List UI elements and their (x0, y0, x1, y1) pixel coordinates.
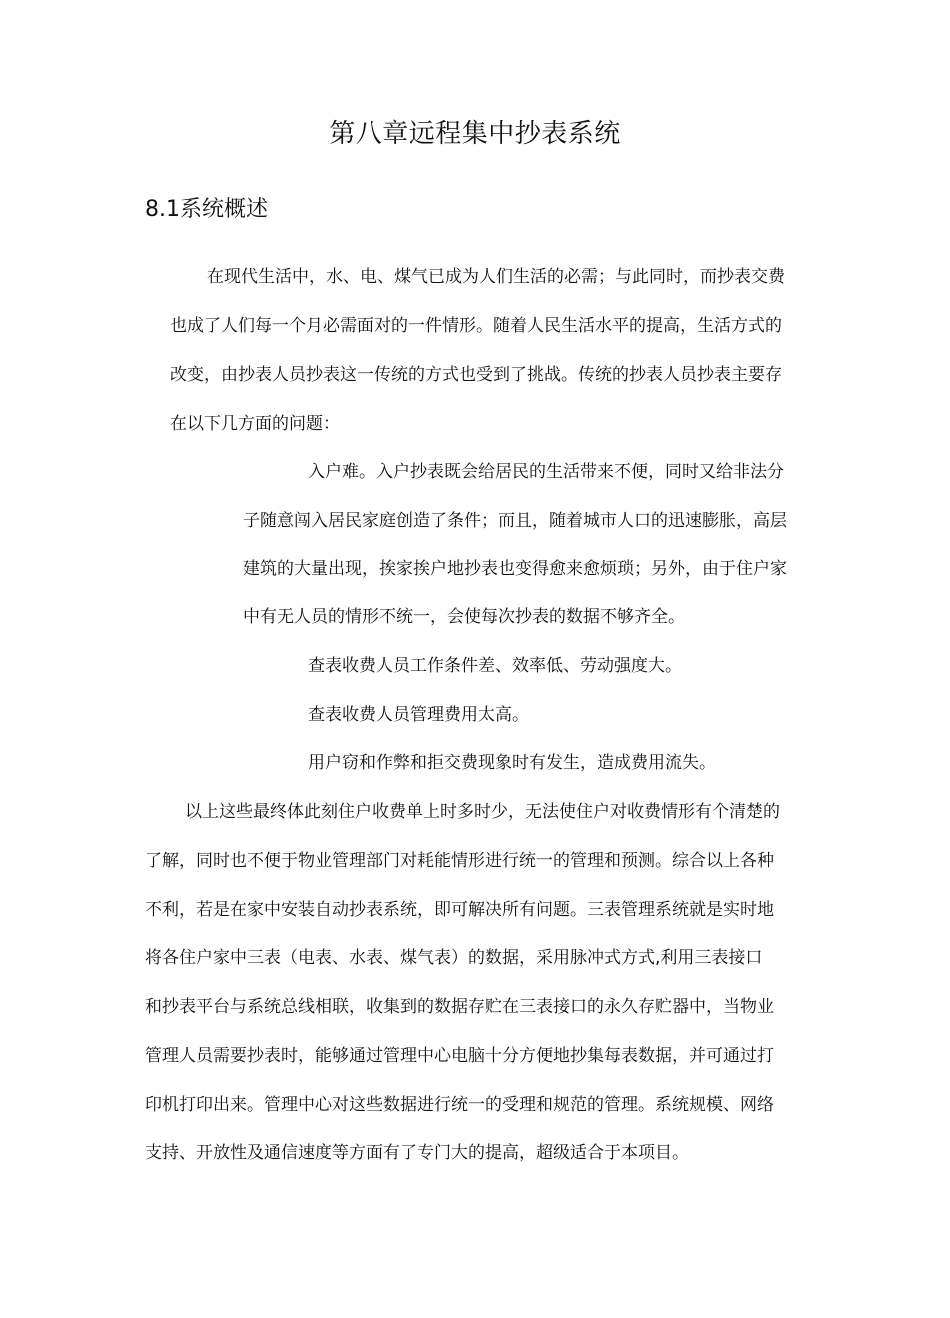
paragraph2-line: 支持、开放性及通信速度等方面有了专门大的提高，超级适合于本项目。 (145, 1143, 689, 1163)
paragraph2-line: 和抄表平台与系统总线相联，收集到的数据存贮在三表接口的永久存贮器中，当物业 (145, 997, 774, 1017)
paragraph1-line: 改变，由抄表人员抄表这一传统的方式也受到了挑战。传统的抄表人员抄表主要存 (170, 365, 782, 385)
chapter-title: 第八章远程集中抄表系统 (329, 119, 621, 149)
paragraph2-line: 将各住户家中三表（电表、水表、煤气表）的数据，采用脉冲式方式,利用三表接口 (145, 948, 763, 968)
paragraph1-line: 在现代生活中，水、电、煤气已成为人们生活的必需；与此同时，而抄表交费 (207, 267, 785, 287)
paragraph1-line: 在以下几方面的问题： (170, 414, 340, 434)
issue1-line: 建筑的大量出现，挨家挨户地抄表也变得愈来愈烦琐；另外，由于住户家 (243, 559, 787, 579)
issue1-line: 子随意闯入居民家庭创造了条件；而且，随着城市人口的迅速膨胀，高层 (243, 511, 787, 531)
paragraph2-line: 管理人员需要抄表时，能够通过管理中心电脑十分方便地抄集每表数据，并可通过打 (145, 1046, 774, 1066)
issue3-line: 查表收费人员管理费用太高。 (308, 705, 529, 725)
paragraph2-line: 了解，同时也不便于物业管理部门对耗能情形进行统一的管理和预测。综合以上各种 (145, 851, 774, 871)
paragraph2-line: 不利，若是在家中安装自动抄表系统，即可解决所有问题。三表管理系统就是实时地 (145, 900, 774, 920)
section-heading: 8.1系统概述 (145, 197, 268, 222)
issue1-line: 中有无人员的情形不统一，会使每次抄表的数据不够齐全。 (243, 607, 685, 627)
issue2-line: 查表收费人员工作条件差、效率低、劳动强度大。 (308, 656, 682, 676)
paragraph2-line: 印机打印出来。管理中心对这些数据进行统一的受理和规范的管理。系统规模、网络 (145, 1095, 774, 1115)
paragraph2-line: 以上这些最终体此刻住户收费单上时多时少，无法使住户对收费情形有个清楚的 (185, 802, 780, 822)
issue4-line: 用户窃和作弊和拒交费现象时有发生，造成费用流失。 (308, 753, 716, 773)
paragraph1-line: 也成了人们每一个月必需面对的一件情形。随着人民生活水平的提高，生活方式的 (170, 316, 782, 336)
issue1-line: 入户难。入户抄表既会给居民的生活带来不便，同时又给非法分 (308, 462, 784, 482)
